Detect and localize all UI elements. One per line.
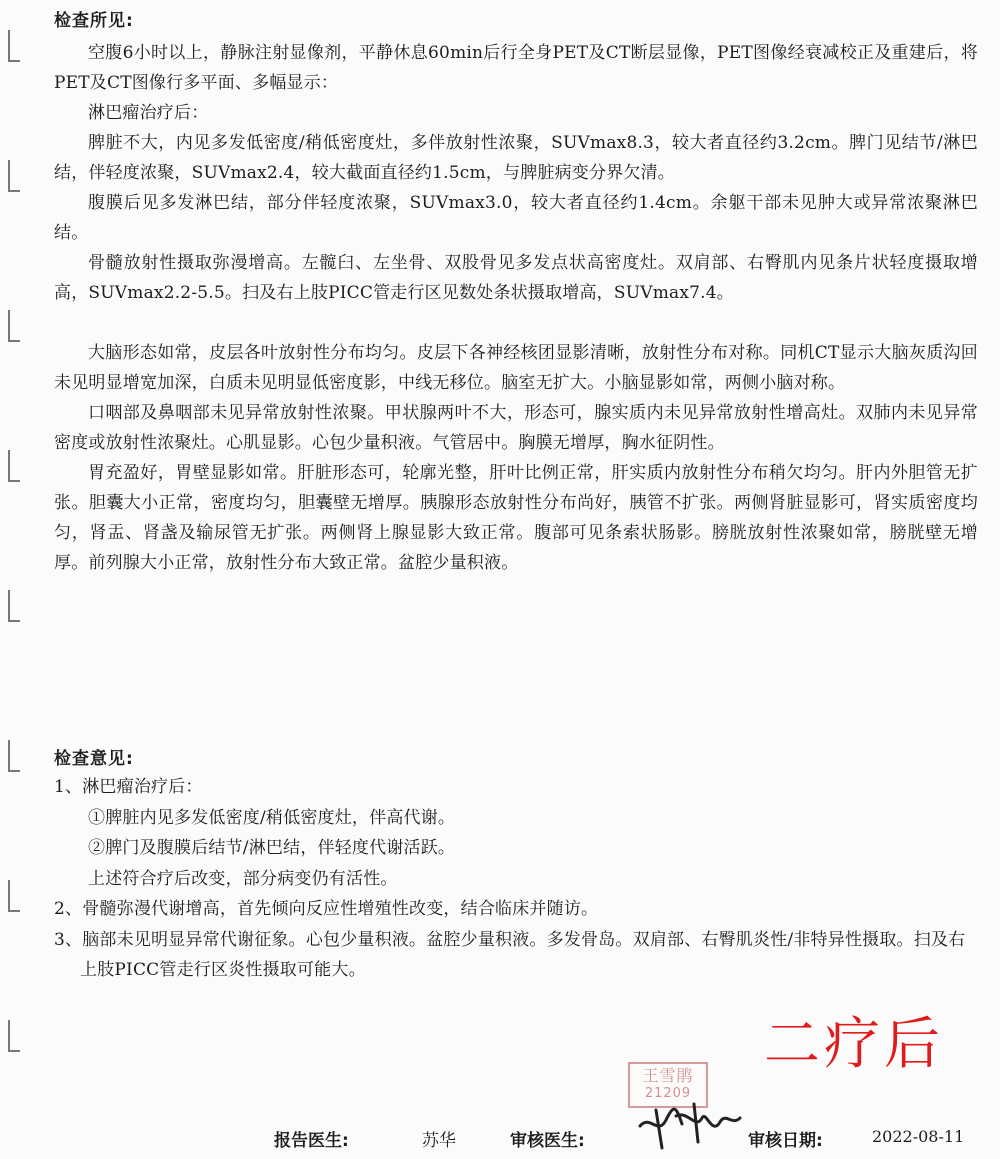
opinion-heading: 检查意见: — [54, 749, 134, 769]
margin-tick — [8, 450, 20, 482]
margin-tick — [8, 740, 20, 772]
report-footer — [0, 1122, 1000, 1152]
findings-paragraph: 大脑形态如常，皮层各叶放射性分布均匀。皮层下各神经核团显影清晰，放射性分布对称。同机CT显示大脑灰质沟回未见明显增宽加深，白质未见明显低密度影，中线无移位。脑室无扩大。小脑显影如常，两侧小脑对称。 — [54, 343, 978, 393]
review-doctor-label: 审核医生: — [510, 1131, 585, 1151]
opinion-subitem: 上述符合疗后改变，部分病变仍有活性。 — [88, 868, 398, 889]
margin-tick — [8, 30, 20, 62]
findings-body — [54, 38, 978, 578]
margin-tick — [8, 1020, 20, 1052]
handwritten-annotation: 二疗后 — [764, 1012, 944, 1077]
margin-tick — [8, 160, 20, 192]
findings-paragraph: 胃充盈好，胃壁显影如常。肝脏形态可，轮廓光整，肝叶比例正常，肝实质内放射性分布稍欠均匀。肝内外胆管无扩张。胆囊大小正常，密度均匀，胆囊壁无增厚。胰腺形态放射性分布尚好，胰管不扩张。两侧肾脏显影可，肾实质密度均匀，肾盂、肾盏及输尿管无扩张。两侧肾上腺显影大致正常。腹部可见条索状肠影。膀胱放射性浓聚如常，膀胱壁无增厚。前列腺大小正常，放射性分布大致正常。盆腔少量积液。 — [54, 463, 978, 573]
margin-tick — [8, 590, 20, 622]
findings-paragraph: 口咽部及鼻咽部未见异常放射性浓聚。甲状腺两叶不大，形态可，腺实质内未见异常放射性增高灶。双肺内未见异常密度或放射性浓聚灶。心肌显影。心包少量积液。气管居中。胸膜无增厚，胸水征阴性。 — [54, 403, 978, 453]
review-date: 2022-08-11 — [872, 1127, 965, 1146]
seal-name: 王雪鹃 — [642, 1066, 694, 1085]
findings-paragraph: 空腹6小时以上，静脉注射显像剂，平静休息60min后行全身PET及CT断层显像，PET图像经衰减校正及重建后，将PET及CT图像行多平面、多幅显示： — [54, 43, 978, 93]
review-date-label: 审核日期: — [748, 1131, 823, 1151]
findings-paragraph: 骨髓放射性摄取弥漫增高。左髋臼、左坐骨、双股骨见多发点状高密度灶。双肩部、右臀肌内见条片状轻度摄取增高，SUVmax2.2-5.5。扫及右上肢PICC管走行区见数处条状摄取增高，SUVmax7.4。 — [54, 253, 978, 303]
opinion-item: 3、脑部未见明显异常代谢征象。心包少量积液。盆腔少量积液。多发骨岛。双肩部、右臀肌炎性/非特异性摄取。扫及右上肢PICC管走行区炎性摄取可能大。 — [54, 929, 966, 980]
findings-paragraph: 腹膜后见多发淋巴结，部分伴轻度浓聚，SUVmax3.0，较大者直径约1.4cm。余躯干部未见肿大或异常浓聚淋巴结。 — [54, 193, 978, 243]
findings-paragraph: 淋巴瘤治疗后： — [88, 103, 209, 123]
report-doctor-label: 报告医生: — [274, 1131, 349, 1151]
seal-id: 21209 — [644, 1086, 692, 1101]
findings-paragraph: 脾脏不大，内见多发低密度/稍低密度灶，多伴放射性浓聚，SUVmax8.3，较大者直径约3.2cm。脾门见结节/淋巴结，伴轻度浓聚，SUVmax2.4，较大截面直径约1.5cm，与脾脏病变分界欠清。 — [54, 133, 978, 183]
binding-margin-ticks — [0, 0, 40, 1159]
report-doctor-name: 苏华 — [422, 1131, 456, 1151]
margin-tick — [8, 310, 20, 342]
opinion-item: 2、骨髓弥漫代谢增高，首先倾向反应性增殖性改变，结合临床并随访。 — [54, 899, 599, 919]
opinion-subitem: ②脾门及腹膜后结节/淋巴结，伴轻度代谢活跃。 — [88, 838, 456, 858]
findings-heading: 检查所见: — [54, 11, 134, 31]
opinion-subitem: ①脾脏内见多发低密度/稍低密度灶，伴高代谢。 — [88, 807, 456, 828]
opinion-item: 1、淋巴瘤治疗后： — [54, 777, 203, 797]
margin-tick — [8, 880, 20, 912]
opinion-body — [54, 772, 978, 986]
